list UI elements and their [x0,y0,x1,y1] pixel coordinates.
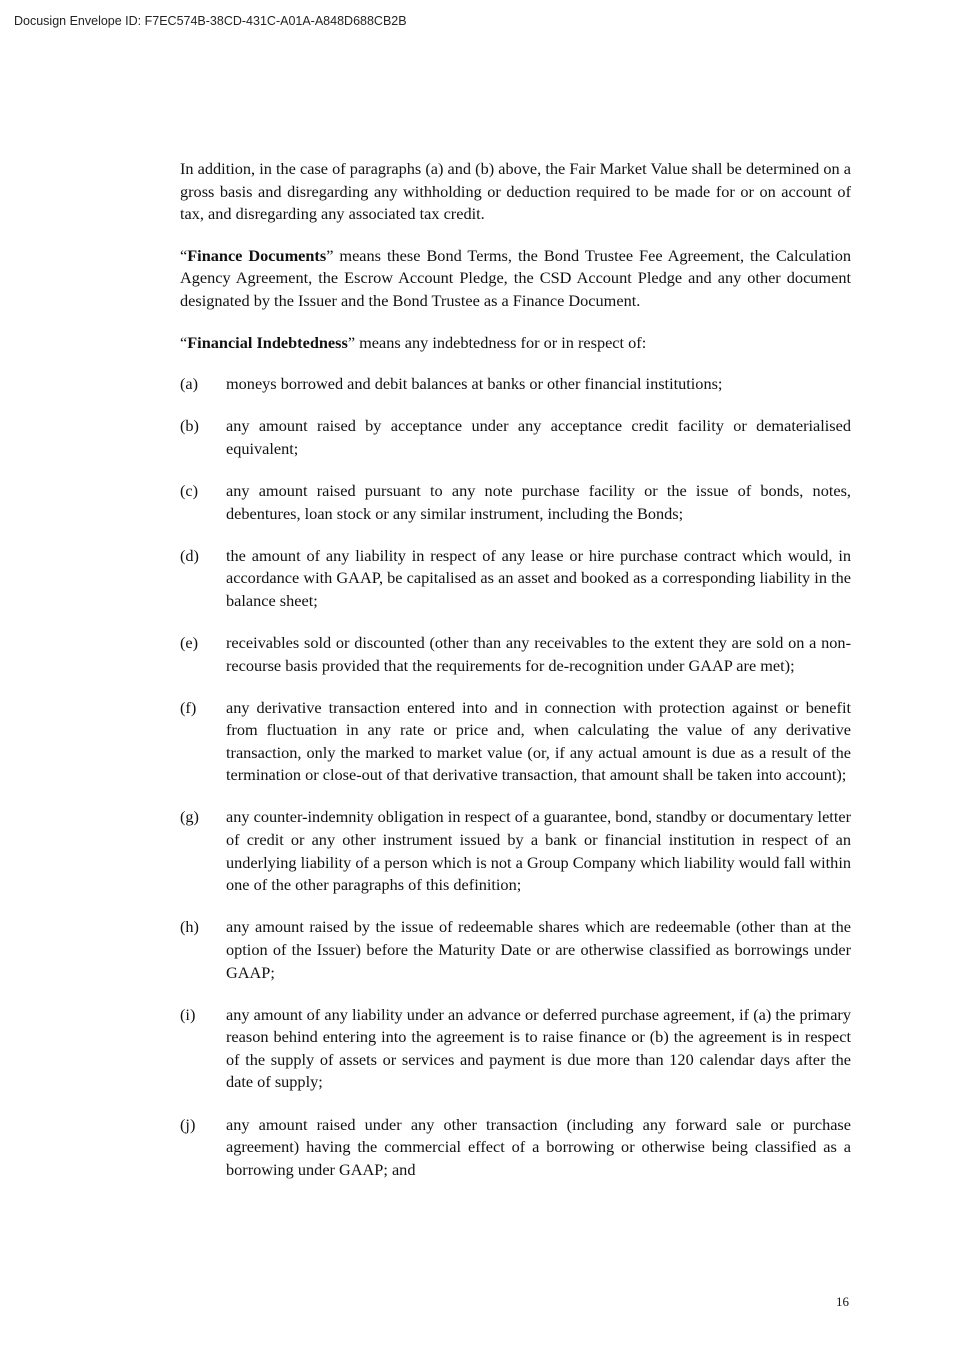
page-number: 16 [836,1294,849,1309]
item-text: any amount raised under any other transaction (including any forward sale or purchase agreement) having the commercial effect of a borrowing or otherwise being classified as a borrowing under GAAP; and [226,1114,851,1179]
item-text: moneys borrowed and debit balances at banks or other financial institutions; [226,374,723,394]
defined-term: Financial Indebtedness [187,332,348,352]
list-item [180,806,851,896]
item-label: (b) [180,416,199,436]
envelope-id: Docusign Envelope ID: F7EC574B-38CD-431C-A01A-A848D688CB2B [14,14,407,28]
item-label: (a) [180,374,199,394]
list-item [180,697,851,787]
list-item [180,916,851,984]
item-text: any amount raised by the issue of redeemable shares which are redeemable (other than at the option of the Issuer) before the Maturity Date or are otherwise classified as borrowings under GAAP; [226,917,851,982]
item-text: the amount of any liability in respect of any lease or hire purchase contract which would, in accordance with GAAP, be capitalised as an asset and booked as a corresponding liability in the balance sheet; [226,545,851,610]
open-quote: “ [180,245,188,265]
document-body [180,158,851,1201]
list-item [180,480,851,525]
list-item [180,1004,851,1094]
list-item [180,415,851,460]
item-label: (c) [180,480,199,500]
definition-text: ” means these Bond Terms, the Bond Trustee Fee Agreement, the Calculation Agency Agreement, the Escrow Account Pledge, the CSD Account Pledge and any other document designated by the Issuer and the Bond Trustee as a Finance Document. [180,245,851,310]
item-label: (i) [180,1004,196,1024]
definition-text: ” means any indebtedness for or in respect of: [347,332,647,352]
item-text: any amount raised pursuant to any note purchase facility or the issue of bonds, notes, debentures, loan stock or any similar instrument, including the Bonds; [226,480,851,523]
list-item [180,632,851,677]
item-text: any amount raised by acceptance under any acceptance credit facility or dematerialised equivalent; [226,416,851,458]
item-label: (d) [180,545,199,565]
item-text: any counter-indemnity obligation in respect of a guarantee, bond, standby or documentary letter of credit or any other instrument issued by a bank or financial institution in respect of an underlying liability of a person which is not a Group Company which liability would fall within one of the other paragraphs of this definition; [226,807,851,895]
list-item [180,545,851,613]
item-label: (h) [180,917,199,937]
item-text: receivables sold or discounted (other than any receivables to the extent they are sold on a non-recourse basis provided that the requirements for de-recognition under GAAP are met); [226,632,851,675]
intro-paragraph: In addition, in the case of paragraphs (a) and (b) above, the Fair Market Value shall be determined on a gross basis and disregarding any withholding or deduction required to be made for or on account of tax, and disregarding any associated tax credit. [180,159,851,224]
item-text: any amount of any liability under an advance or deferred purchase agreement, if (a) the primary reason behind entering into the agreement is to raise finance or (b) the agreement is in respect of the supply of assets or services and payment is due more than 120 calendar days after the date of supply; [226,1004,851,1092]
item-label: (e) [180,632,199,652]
list-item [180,373,851,396]
defined-term: Finance Documents [187,245,327,265]
item-label: (j) [180,1114,196,1134]
item-label: (g) [180,807,199,827]
financial-indebtedness-definition [180,332,851,355]
item-label: (f) [180,697,197,717]
open-quote: “ [180,332,188,352]
list-item [180,1114,851,1182]
item-text: any derivative transaction entered into and in connection with protection against or benefit from fluctuation in any rate or price and, when calculating the value of any derivative transaction, only the marked to market value (or, if any actual amount is due as a result of the termination or close-out of that derivative transaction, that amount shall be taken into account); [226,697,851,785]
finance-documents-definition [180,245,851,313]
